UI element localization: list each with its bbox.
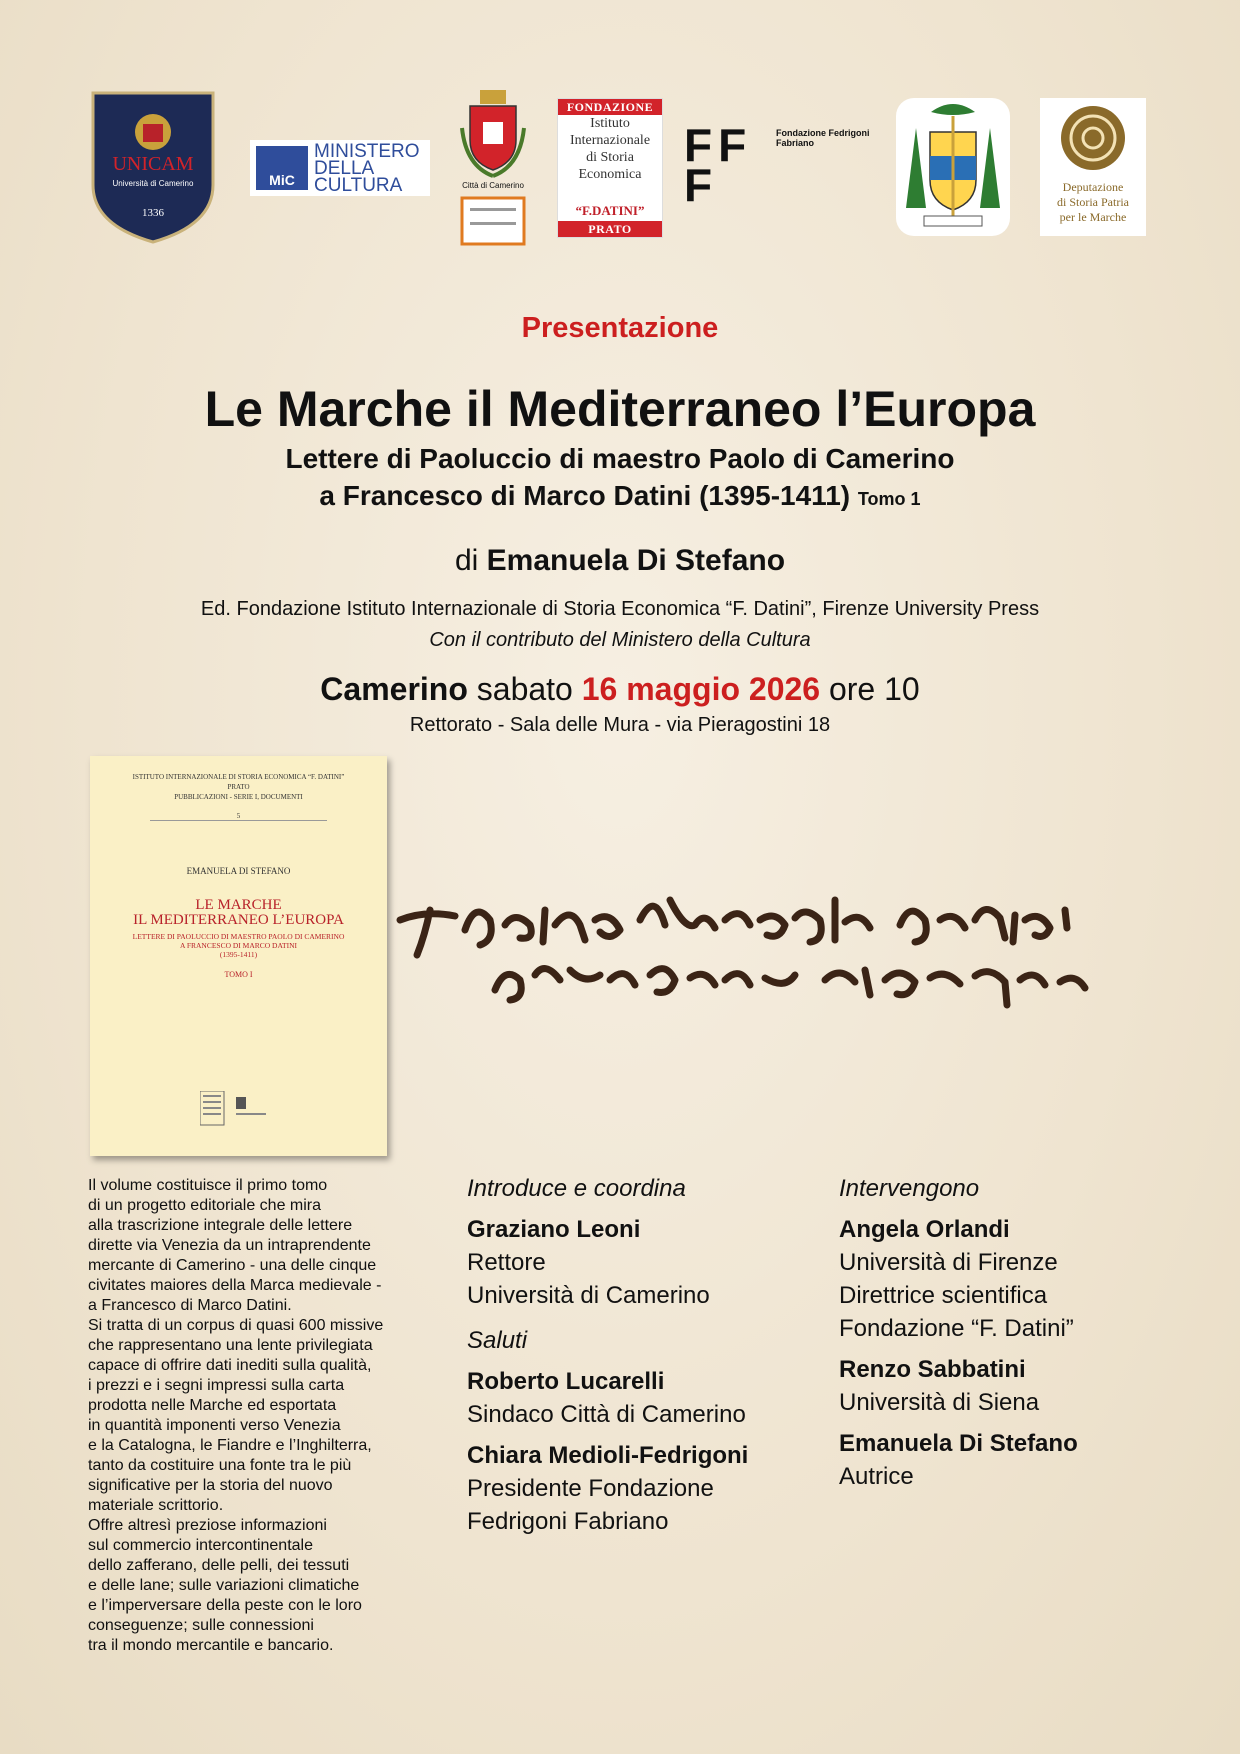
- cover-series: PUBBLICAZIONI - SERIE I, DOCUMENTI: [174, 793, 303, 801]
- book-subtitle-line2: [0, 480, 1240, 512]
- event-time: ore 10: [828, 671, 920, 707]
- citta-camerino-logo: [458, 88, 528, 248]
- event-day: sabato: [476, 671, 573, 707]
- book-cover: [90, 756, 387, 1156]
- saluti-person-role: Sindaco Città di Camerino: [467, 1401, 746, 1428]
- book-title: Le Marche il Mediterraneo l’Europa: [204, 381, 1036, 437]
- datini-body: Istituto Internazionale di Storia Economica: [569, 116, 651, 182]
- cover-author: EMANUELA DI STEFANO: [186, 866, 291, 876]
- unicam-year: 1336: [142, 207, 164, 219]
- introduce-name: Graziano Leoni: [467, 1216, 641, 1243]
- speaker-role: Università di Siena: [839, 1389, 1040, 1416]
- datini-top: FONDAZIONE: [558, 99, 662, 115]
- fedrigoni-mark: FF F: [684, 119, 753, 211]
- book-subtitle-line1: Lettere di Paoluccio di maestro Paolo di Camerino: [285, 443, 955, 474]
- saluti-person-role: Presidente Fondazione Fedrigoni Fabriano: [467, 1475, 714, 1535]
- cover-sub3: (1395-1411): [219, 950, 258, 959]
- manuscript-signature-image: [395, 880, 1185, 1020]
- unicam-logo: [90, 90, 216, 245]
- mic-line1: MINISTERO: [314, 141, 420, 162]
- subtitle2-text: a Francesco di Marco Datini (1395-1411): [319, 480, 851, 511]
- speaker-role: Autrice: [839, 1463, 914, 1490]
- camerino-label: Città di Camerino: [462, 181, 524, 190]
- book-description: Il volume costituisce il primo tomo di un progetto editoriale che mira alla trascrizione integrale delle lettere dirette via Venezia da un intraprendente mercante di Camerino - una delle cinque civitates maiores della Marca medievale - a Francesco di Marco Datini. Si tratta di un corpus di quasi 600 missive che rappresentano una lente privilegiata capace di offrire dati inediti sulla qualità, i prezzi e i segni impressi sulla carta prodotta nelle Marche ed esportata in quantità imponenti verso Venezia e la Catalogna, le Fiandre e l’Inghilterra, tanto da costituire una fonte tra le più significative per la storia del nuovo materiale scrittorio. Offre altresì preziose informazioni sul commercio intercontinentale dello zafferano, delle pelli, dei tessuti e delle lane; sulle variazioni climatiche e l’imperversare della peste con le loro conseguenze; sulle connessioni tra il mondo mercantile e bancario.: [88, 1177, 384, 1654]
- intervengono-column: [839, 1172, 1179, 1493]
- deputazione-logo: [1040, 98, 1146, 236]
- event-venue: Rettorato - Sala delle Mura - via Pieragostini 18: [409, 714, 831, 736]
- fedrigoni-caption: Fondazione Fedrigoni Fabriano: [776, 128, 870, 148]
- cover-number: 5: [236, 812, 241, 820]
- cover-title1: LE MARCHE: [195, 897, 282, 913]
- event-datetime: [0, 671, 1240, 708]
- datini-bottom: PRATO: [558, 221, 662, 237]
- speaker-name: Renzo Sabbatini: [839, 1356, 1026, 1383]
- mic-text: [314, 143, 420, 194]
- cover-institute-block: [90, 772, 387, 802]
- ministero-cultura-logo: [250, 140, 430, 196]
- cover-institute: ISTITUTO INTERNAZIONALE DI STORIA ECONOMICA “F. DATINI”: [132, 773, 345, 781]
- introduce-saluti-column: [467, 1172, 797, 1538]
- contributo-line: Con il contributo del Ministero della Cultura: [429, 629, 811, 651]
- cover-rule: [150, 820, 327, 821]
- speaker-role: Università di Firenze Direttrice scientifica Fondazione “F. Datini”: [839, 1249, 1074, 1342]
- saluti-person-name: Chiara Medioli-Fedrigoni: [467, 1442, 749, 1469]
- cover-subtitle: [90, 932, 387, 959]
- unicam-sub: Università di Camerino: [112, 179, 194, 188]
- unicam-name: UNICAM: [112, 153, 194, 175]
- cover-sub2: A FRANCESCO DI MARCO DATINI: [179, 941, 298, 950]
- event-date: 16 maggio 2026: [581, 671, 821, 707]
- presentazione-label: Presentazione: [521, 312, 719, 344]
- mic-line3: CULTURA: [314, 175, 403, 196]
- diocese-coat-of-arms: [896, 98, 1010, 236]
- deputazione-text: Deputazione di Storia Patria per le Marche: [1057, 180, 1129, 224]
- mic-line2: DELLA: [314, 158, 375, 179]
- saluti-person-name: Roberto Lucarelli: [467, 1368, 665, 1395]
- author-prefix: di: [454, 544, 479, 577]
- author-line: [0, 544, 1240, 578]
- event-city: Camerino: [320, 671, 468, 707]
- speaker-name: Angela Orlandi: [839, 1216, 1010, 1243]
- saluti-heading: Saluti: [467, 1327, 528, 1354]
- cover-title: [90, 898, 387, 928]
- author-name: Emanuela Di Stefano: [486, 544, 786, 577]
- cover-tomo: TOMO I: [224, 970, 253, 979]
- cover-publisher-logos: [200, 1091, 280, 1127]
- speaker-name: Emanuela Di Stefano: [839, 1430, 1078, 1457]
- fondazione-datini-logo: [557, 98, 663, 238]
- cover-title2: IL MEDITERRANEO L’EUROPA: [133, 912, 344, 928]
- introduce-heading: Introduce e coordina: [467, 1175, 686, 1202]
- cover-sub1: LETTERE DI PAOLUCCIO DI MAESTRO PAOLO DI CAMERINO: [132, 932, 345, 941]
- introduce-role: Rettore Università di Camerino: [467, 1249, 710, 1309]
- cover-city: PRATO: [227, 783, 250, 791]
- intervengono-heading: Intervengono: [839, 1175, 980, 1202]
- publisher-line: Ed. Fondazione Istituto Internazionale di Storia Economica “F. Datini”, Firenze University Press: [200, 598, 1040, 620]
- mic-badge: MiC: [256, 146, 308, 190]
- tomo-label: Tomo 1: [857, 489, 921, 509]
- datini-fd: “F.DATINI”: [575, 203, 645, 218]
